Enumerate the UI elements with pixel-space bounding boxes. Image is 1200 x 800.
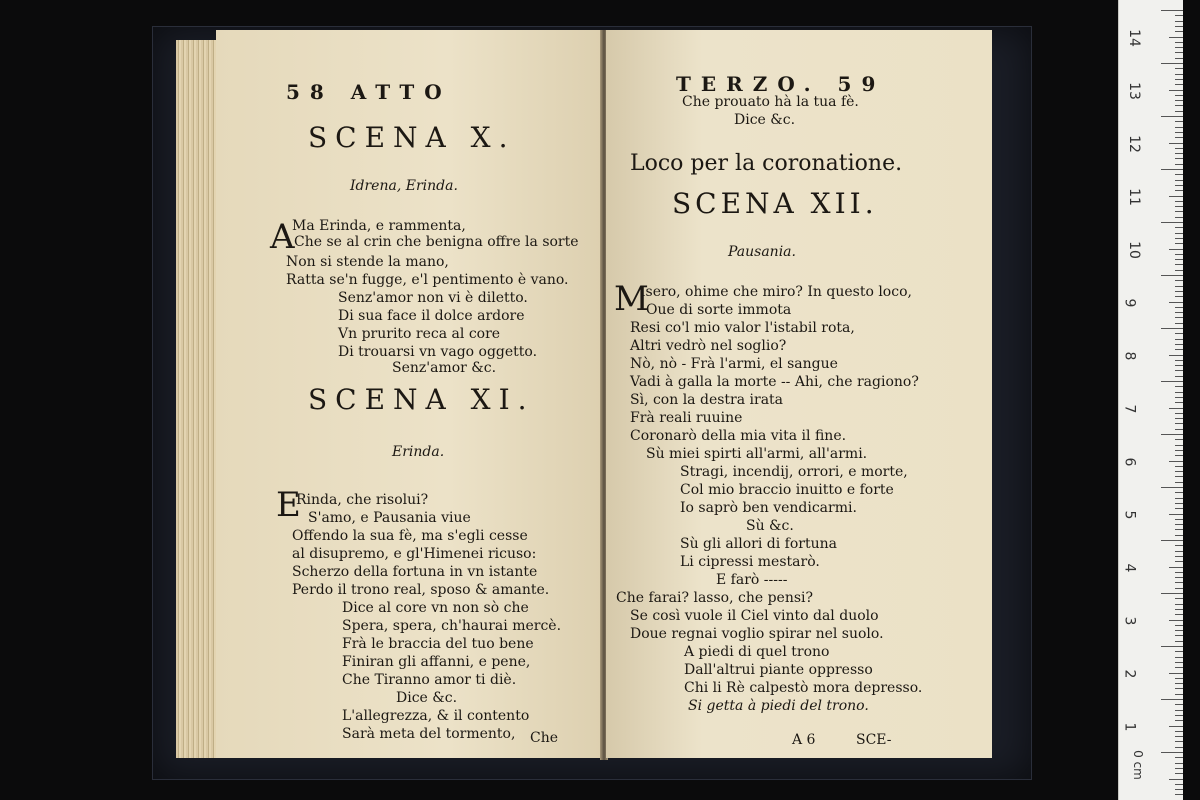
verse-line: L'allegrezza, & il contento [342,708,530,724]
verse-line: Chi li Rè calpestò mora depresso. [684,680,923,696]
ruler-tick [1175,794,1183,795]
ruler-tick [1175,386,1183,387]
ruler-tick [1175,280,1183,281]
ruler-tick [1175,577,1183,578]
ruler-tick [1175,339,1183,340]
ruler-number: 8 [1121,351,1138,361]
verse-line: Frà reali ruuine [630,410,743,426]
ruler-tick [1175,551,1183,552]
ruler-tick [1169,143,1183,144]
ruler-tick [1175,471,1183,472]
ruler-tick [1175,296,1183,297]
verse-line: Che farai? lasso, che pensi? [616,590,814,606]
verse-line: Resi co'l mio valor l'istabil rota, [630,320,855,336]
ruler-tick [1175,26,1183,27]
verse-line: A piedi di quel trono [684,644,830,660]
ruler-tick [1175,715,1183,716]
ruler-tick [1175,757,1183,758]
ruler-tick [1175,508,1183,509]
ruler-tick [1175,731,1183,732]
verse-line: Perdo il trono real, sposo & amante. [292,582,550,598]
ruler-tick [1175,747,1183,748]
ruler-tick [1175,211,1183,212]
verse-line: Spera, spera, ch'haurai mercè. [342,618,562,634]
verse-line: Che se al crin che benigna offre la sorte [294,234,579,250]
scene-characters-2: Erinda. [392,444,445,460]
ruler-number: 12 [1125,135,1142,153]
ruler-tick [1175,662,1183,663]
verse-line: Sù gli allori di fortuna [680,536,837,552]
ruler-tick [1175,641,1183,642]
ruler-tick [1175,561,1183,562]
verse-line: Di trouarsi vn vago oggetto. [338,344,538,360]
ruler-tick [1175,15,1183,16]
verse-line: Sì, con la destra irata [630,392,784,408]
scene-title: SCENA XII. [672,187,878,220]
ruler-tick [1175,598,1183,599]
verse-line: Col mio braccio inuitto e forte [680,482,894,498]
ruler-tick [1161,434,1183,435]
verse-line: Frà le braccia del tuo bene [342,636,534,652]
ruler-tick [1175,79,1183,80]
ruler-tick [1169,37,1183,38]
ruler-tick [1175,625,1183,626]
ruler-tick [1175,614,1183,615]
verse-line: Dall'altrui piante oppresso [684,662,873,678]
ruler-tick [1175,423,1183,424]
ruler-tick [1175,736,1183,737]
ruler-tick [1161,10,1183,11]
ruler-tick [1161,275,1183,276]
ruler-tick [1175,360,1183,361]
ruler-tick [1175,137,1183,138]
ruler-tick [1161,646,1183,647]
verse-line: Io saprò ben vendicarmi. [680,500,857,516]
ruler-tick [1175,789,1183,790]
ruler-tick [1175,630,1183,631]
open-book [176,30,992,770]
ruler-tick [1175,710,1183,711]
ruler-tick [1175,418,1183,419]
measuring-ruler [1118,0,1183,800]
ruler-tick [1175,657,1183,658]
ruler-tick [1169,408,1183,409]
ruler-number: 7 [1121,404,1138,414]
ruler-tick [1175,100,1183,101]
verse-line: Oue di sorte immota [646,302,792,318]
ruler-number: 6 [1121,457,1138,467]
ruler-tick [1175,243,1183,244]
ruler-number: 14 [1125,29,1142,47]
ruler-tick [1175,333,1183,334]
ruler-tick [1175,42,1183,43]
ruler-tick [1175,492,1183,493]
ruler-tick [1175,445,1183,446]
ruler-tick [1175,259,1183,260]
scene-title: SCENA X. [308,121,516,154]
ruler-tick [1175,164,1183,165]
ruler-tick [1175,307,1183,308]
ruler-tick [1175,317,1183,318]
verse-line: Vadi à galla la morte -- Ahi, che ragiono? [630,374,919,390]
ruler-tick [1175,784,1183,785]
ruler-tick [1175,535,1183,536]
ruler-tick [1175,519,1183,520]
verse-line: Coronarò della mia vita il fine. [630,428,847,444]
verse-line: E farò ----- [716,572,788,588]
ruler-tick [1175,482,1183,483]
ruler-tick [1175,720,1183,721]
verse-line: Che Tiranno amor ti diè. [342,672,517,688]
ruler-tick [1161,540,1183,541]
verse-line: Senz'amor non vi è diletto. [338,290,528,306]
ruler-tick [1175,121,1183,122]
ruler-tick [1175,153,1183,154]
ruler-tick [1175,545,1183,546]
ruler-number: 11 [1125,188,1142,206]
ruler-tick [1161,116,1183,117]
verse-line: Finiran gli affanni, e pene, [342,654,531,670]
ruler-tick [1175,31,1183,32]
ruler-tick [1175,201,1183,202]
ruler-tick [1175,402,1183,403]
ruler-tick [1161,593,1183,594]
verse-line: Scherzo della fortuna in vn istante [292,564,538,580]
ruler-tick [1175,413,1183,414]
ruler-tick [1175,127,1183,128]
ruler-tick [1175,704,1183,705]
ruler-tick [1161,381,1183,382]
ruler-tick [1175,651,1183,652]
ruler-tick [1169,249,1183,250]
ruler-tick [1169,673,1183,674]
ruler-tick [1175,678,1183,679]
ruler-tick [1175,572,1183,573]
ruler-tick [1161,328,1183,329]
ruler-tick [1175,688,1183,689]
verse-line: Sù &c. [746,518,794,534]
ruler-tick [1175,21,1183,22]
ruler-tick [1175,148,1183,149]
ruler-tick [1169,196,1183,197]
drop-cap: A [270,217,295,257]
ruler-tick [1161,63,1183,64]
ruler-tick [1175,270,1183,271]
ruler-number: 9 [1121,298,1138,308]
verse-line: Sù miei spirti all'armi, all'armi. [646,446,868,462]
ruler-unit-label: 0 cm [1130,750,1145,780]
ruler-tick [1169,90,1183,91]
ruler-tick [1175,588,1183,589]
ruler-tick [1169,567,1183,568]
ruler-tick [1161,487,1183,488]
verse-line: Dice &c. [734,112,796,128]
verse-line: Altri vedrò nel soglio? [630,338,787,354]
ruler-tick [1175,105,1183,106]
ruler-tick [1175,498,1183,499]
verse-line: Offendo la sua fè, ma s'egli cesse [292,528,528,544]
ruler-tick [1175,529,1183,530]
ruler-tick [1175,439,1183,440]
ruler-tick [1175,47,1183,48]
ruler-tick [1175,68,1183,69]
ruler-tick [1175,635,1183,636]
ruler-tick [1175,286,1183,287]
ruler-tick [1169,514,1183,515]
ruler-tick [1175,667,1183,668]
verse-line: Dice al core vn non sò che [342,600,529,616]
verse-line: al disupremo, e gl'Himenei ricuso: [292,546,537,562]
ruler-number: 5 [1121,510,1138,520]
ruler-tick [1161,699,1183,700]
ruler-tick [1175,773,1183,774]
verse-line: Che prouato hà la tua fè. [682,94,859,110]
stage-direction: Si getta à piedi del trono. [688,698,869,714]
verse-line: Ma Erinda, e rammenta, [292,218,466,234]
ruler-tick [1175,233,1183,234]
verse-line: Isero, ohime che miro? In questo loco, [640,284,912,300]
ruler-tick [1175,238,1183,239]
verse-line: Rinda, che risolui? [296,492,429,508]
ruler-number: 1 [1121,722,1138,732]
ruler-tick [1161,169,1183,170]
ruler-tick [1175,190,1183,191]
verse-line: Senz'amor &c. [392,360,497,376]
ruler-tick [1175,58,1183,59]
catchword: Che [530,730,559,746]
verse-line: Stragi, incendij, orrori, e morte, [680,464,908,480]
verse-line: Di sua face il dolce ardore [338,308,525,324]
ruler-tick [1175,132,1183,133]
verse-line: S'amo, e Pausania viue [308,510,471,526]
ruler-tick [1175,74,1183,75]
ruler-tick [1175,376,1183,377]
ruler-tick [1169,779,1183,780]
ruler-tick [1175,206,1183,207]
ruler-tick [1175,185,1183,186]
ruler-tick [1175,180,1183,181]
ruler-tick [1175,397,1183,398]
ruler-tick [1175,503,1183,504]
ruler-tick [1175,174,1183,175]
ruler-tick [1175,604,1183,605]
verse-line: Se così vuole il Ciel vinto dal duolo [630,608,879,624]
ruler-tick [1169,355,1183,356]
ruler-tick [1175,392,1183,393]
ruler-tick [1175,768,1183,769]
ruler-tick [1175,455,1183,456]
ruler-tick [1175,291,1183,292]
ruler-number: 4 [1121,563,1138,573]
ruler-tick [1175,95,1183,96]
ruler-tick [1175,52,1183,53]
catchword: SCE- [856,732,892,748]
verse-line: Doue regnai voglio spirar nel suolo. [630,626,884,642]
signature-mark: A 6 [792,732,816,748]
ruler-tick [1175,344,1183,345]
ruler-number: 3 [1121,616,1138,626]
scene-title-2: SCENA XI. [308,383,535,416]
ruler-tick [1175,227,1183,228]
ruler-tick [1169,726,1183,727]
verse-line: Nò, nò - Frà l'armi, el sangue [630,356,838,372]
ruler-tick [1175,556,1183,557]
right-running-header: TERZO. 59 [676,72,886,96]
left-page [216,30,602,758]
ruler-tick [1175,524,1183,525]
ruler-tick [1175,582,1183,583]
ruler-tick [1175,683,1183,684]
ruler-tick [1175,466,1183,467]
ruler-tick [1161,222,1183,223]
ruler-tick [1175,429,1183,430]
verse-line: Ratta se'n fugge, e'l pentimento è vano. [286,272,569,288]
ruler-tick [1169,302,1183,303]
drop-cap: E [276,485,301,525]
right-page [606,30,992,758]
ruler-tick [1175,349,1183,350]
ruler-number: 2 [1121,669,1138,679]
ruler-tick [1175,450,1183,451]
left-running-header: 58 ATTO [286,80,452,104]
ruler-tick [1175,763,1183,764]
ruler-tick [1175,217,1183,218]
ruler-tick [1175,254,1183,255]
scene-characters: Pausania. [728,244,796,260]
ruler-tick [1161,752,1183,753]
ruler-tick [1169,620,1183,621]
page-edges [176,40,221,758]
ruler-tick [1175,741,1183,742]
verse-line: Li cipressi mestarò. [680,554,820,570]
ruler-number: 10 [1125,241,1142,259]
verse-line: Non si stende la mano, [286,254,449,270]
verse-line: Vn prurito reca al core [338,326,501,342]
ruler-tick [1175,370,1183,371]
ruler-tick [1175,312,1183,313]
ruler-tick [1175,476,1183,477]
ruler-tick [1175,158,1183,159]
scene-characters: Idrena, Erinda. [350,178,458,194]
drop-cap: M [614,279,649,319]
ruler-tick [1175,365,1183,366]
verse-line: Dice &c. [396,690,458,706]
ruler-tick [1175,264,1183,265]
setting-direction: Loco per la coronatione. [630,151,903,176]
ruler-tick [1175,323,1183,324]
ruler-tick [1175,694,1183,695]
ruler-tick [1175,84,1183,85]
ruler-tick [1169,461,1183,462]
ruler-tick [1175,609,1183,610]
verse-line: Sarà meta del tormento, [342,726,516,742]
ruler-tick [1175,111,1183,112]
ruler-number: 13 [1125,82,1142,100]
